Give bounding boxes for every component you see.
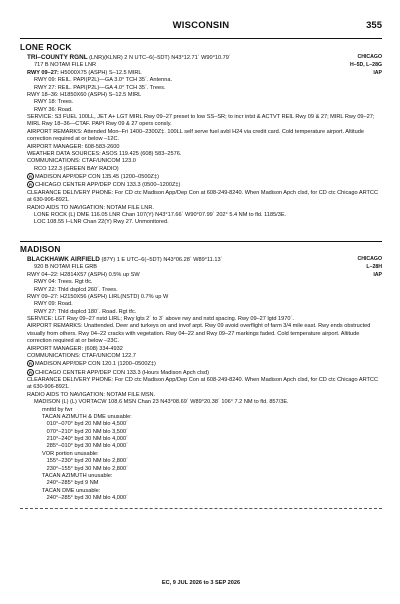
rwy-09-info: RWY 09: REIL. PAPI(P2L)—GA 3.0° TCH 35´. Antenna. [34, 77, 173, 84]
iap-label: IAP [373, 69, 382, 76]
vortac-restriction-line: 285°–010° byd 30 NM blo 4,000´ [42, 443, 128, 450]
runway-data: RWY 04–22: H2814X57 (ASPH) 0.5% up SW [27, 271, 140, 278]
approach-control-text: MADISON APP/DEP CON 120.1 (1200–0500Z‡) [35, 361, 156, 368]
communications: COMMUNICATIONS: CTAF/UNICOM 123.0 [27, 158, 136, 165]
radar-r-icon: R [27, 181, 34, 188]
radar-r-icon: R [27, 369, 34, 376]
center-control-text: CHICAGO CENTER APP/DEP CON 133.3 (0500–1200Z‡) [35, 182, 181, 189]
page [20, 0, 382, 604]
rwy-27-info: RWY 27: REIL. PAPI(P2L)—GA 4.0° TCH 35´. Trees. [34, 84, 166, 91]
clearance-delivery: CLEARANCE DELIVERY PHONE: For CD ctc Madison App/Dep Con at 608-249-8240. When Madison Apch clsd, for CD ctc Chicago ARTCC at 630-906-8921. [27, 189, 379, 204]
center-control [20, 369, 382, 377]
vortac-restriction-line: 070°–210° byd 20 NM blo 3,500´ [42, 428, 128, 435]
runway-line [20, 272, 382, 279]
vortac-restriction-line: 240°–285° byd 30 NM blo 4,000´ [42, 495, 128, 502]
airport-id-line [20, 54, 382, 62]
rwy-27-info: RWY 27: Thld dsplcd 180´. Road. Rgt tfc. [34, 308, 137, 315]
approach-control [20, 360, 382, 368]
communications: COMMUNICATIONS: CTAF/UNICOM 122.7 [27, 352, 136, 359]
elevation-notam: 717 B NOTAM FILE LNR [34, 62, 97, 69]
rwy-04-info: RWY 04: Trees. Rgt tfc. [34, 279, 93, 286]
city-heading-madison: MADISON [20, 244, 61, 254]
airport-name: TRI–COUNTY RGNL [27, 54, 88, 61]
clearance-delivery: CLEARANCE DELIVERY PHONE: For CD ctc Madison App/Dep Con at 608-249-8240. When Madison Apch clsd, for CD ctc Chicago ARTCC at 630-906-8921. [27, 377, 379, 391]
state-title: WISCONSIN [172, 20, 230, 31]
elevation-notam: 920 B NOTAM FILE GRB [34, 264, 97, 271]
page-footer: EC, 9 JUL 2026 to 3 SEP 2026 [161, 580, 241, 586]
airport-remarks: AIRPORT REMARKS: Attended Mon–Fri 1400–2300Z‡. 100LL self serve fuel avbl H24 via credit card. Cold temperature airport. Altitude correction required at or below –12C. [27, 128, 364, 143]
runway-line [20, 70, 382, 77]
service-info: SERVICE: S3 FUEL 100LL, JET A+ LGT MIRL Rwy 09–27 preset to low SS–SR; to incr intst & ACTVT REIL Rwy 09 & 27; MIRL Rwy 09–27; MIRL Rwy 18–36—CTAF. PAPI Rwy 09 & 27 opers consly. [27, 114, 375, 128]
sectional-chart: CHICAGO [357, 54, 382, 60]
runway-label: RWY 09–27: [27, 69, 59, 76]
navaid-header: RADIO AIDS TO NAVIGATION: NOTAM FILE MSN. [27, 391, 156, 398]
vortac-restriction-line: 230°–155° byd 30 NM blo 2,800´ [42, 465, 128, 472]
vortac-restriction-line: VOR portion unusable: [42, 450, 99, 457]
service-info: SERVICE: LGT Rwy 09–27 nstd LIRL; Rwy lgts 2´ to 3´ above rwy and nstd spacing. Rwy 09–27 lgtd 1970´. [27, 316, 294, 323]
iap-label: IAP [373, 271, 382, 278]
navaid-header: RADIO AIDS TO NAVIGATION: NOTAM FILE LNR. [27, 204, 154, 211]
vortac-restriction-line: mnttd by fwr [42, 406, 73, 413]
radar-r-icon: R [27, 173, 34, 180]
airport-entry-blackhawk [20, 256, 382, 502]
runway-data: H5000X75 (ASPH) S–12.5 MIRL [60, 69, 142, 76]
approach-control [20, 173, 382, 181]
elevation-line [20, 264, 382, 271]
loc-info: LOC 108.55 I–LNR Chan 22(Y) Rwy 27. Unmonitored. [34, 219, 169, 226]
page-header [20, 20, 382, 36]
vortac-restriction-line: 155°–230° byd 20 NM blo 2,800´ [42, 458, 128, 465]
rwy-18-info: RWY 18: Trees. [34, 99, 74, 106]
rwy-09-info: RWY 09: Road. [34, 301, 73, 308]
center-control [20, 181, 382, 189]
rwy-22-info: RWY 22: Thld dsplcd 260´. Trees. [34, 286, 118, 293]
airport-id-line [20, 256, 382, 264]
airport-location: (87Y) 1 E UTC–6(–5DT) N43°06.28´ W89°11.13´ [101, 257, 223, 263]
rwy-18-36-info: RWY 18–36: H1850X60 (ASPH) S–12.5 MIRL [27, 91, 142, 98]
radar-r-icon: R [27, 360, 34, 367]
airport-location: (LNR)(KLNR) 2 N UTC–6(–5DT) N43°12.71´ W90°10.79´ [89, 55, 231, 61]
rwy-36-info: RWY 36: Road. [34, 106, 73, 113]
vortac-restriction-line: 210°–240° byd 30 NM blo 4,000´ [42, 436, 128, 443]
rwy-09-27-info: RWY 09–27: H2150X56 (ASPH) LIRL(NSTD) 0.7% up W [27, 293, 169, 300]
elevation-line [20, 62, 382, 69]
vortac-restrictions [20, 407, 382, 503]
sectional-chart: CHICAGO [357, 256, 382, 262]
dme-info: LONE ROCK (L) DME 116.05 LNR Chan 107(Y) N43°17.66´ W90°07.99´ 202° 5.4 NM to fld. 1185/3E. [34, 211, 287, 218]
center-control-text: CHICAGO CENTER APP/DEP CON 133.3 (Hours Madison Apch clsd) [35, 369, 209, 376]
approach-control-text: MADISON APP/DEP CON 135.45 (1200–0500Z‡) [35, 174, 159, 181]
enroute-charts: L–28H [366, 264, 382, 271]
airport-name: BLACKHAWK AIRFIELD [27, 256, 100, 263]
vortac-restriction-line: TACAN DME unusable: [42, 487, 101, 494]
rco-info: RCO 122.3 (GREEN BAY RADIO) [34, 165, 119, 172]
section-rule [20, 241, 382, 242]
weather-sources: WEATHER DATA SOURCES: ASOS 119.425 (608) 583–2576. [27, 150, 182, 157]
header-rule [20, 38, 382, 39]
vortac-restriction-line: 010°–070° byd 20 NM blo 4,500´ [42, 421, 128, 428]
vortac-info: MADISON (L) (L) VORTACW 108.6 MSN Chan 23 N43°08.69´ W89°20.38´ 106° 7.2 NM to fld. 857/3E. [34, 399, 289, 406]
airport-manager: AIRPORT MANAGER: 608-583-2600 [27, 143, 120, 150]
vortac-restriction-line: TACAN AZIMUTH unusable: [42, 472, 113, 479]
page-number: 355 [366, 20, 382, 31]
airport-manager: AIRPORT MANAGER: (608) 334-4932 [27, 345, 123, 352]
enroute-charts: H–5D, L–28G [349, 62, 382, 69]
city-heading-lone-rock: LONE ROCK [20, 42, 72, 52]
vortac-restriction-line: TACAN AZIMUTH & DME unusable: [42, 413, 132, 420]
airport-remarks: AIRPORT REMARKS: Unattended. Deer and turkeys on and invof arpt. Rwy 09 avoid overflight of farm 3/4 mile east. Rwy ends obstructed visually from others. Rwy 04–22 cracks with vegetation. Rwy 04–22 and Rwy 09–27 markings faded. Cold temperature airport. Altitude correction required at or below –23C. [27, 323, 371, 345]
airport-entry-tri-county [20, 54, 382, 227]
vortac-restriction-line: 240°–285° byd 9 NM [42, 480, 99, 487]
dashed-divider [20, 508, 382, 509]
